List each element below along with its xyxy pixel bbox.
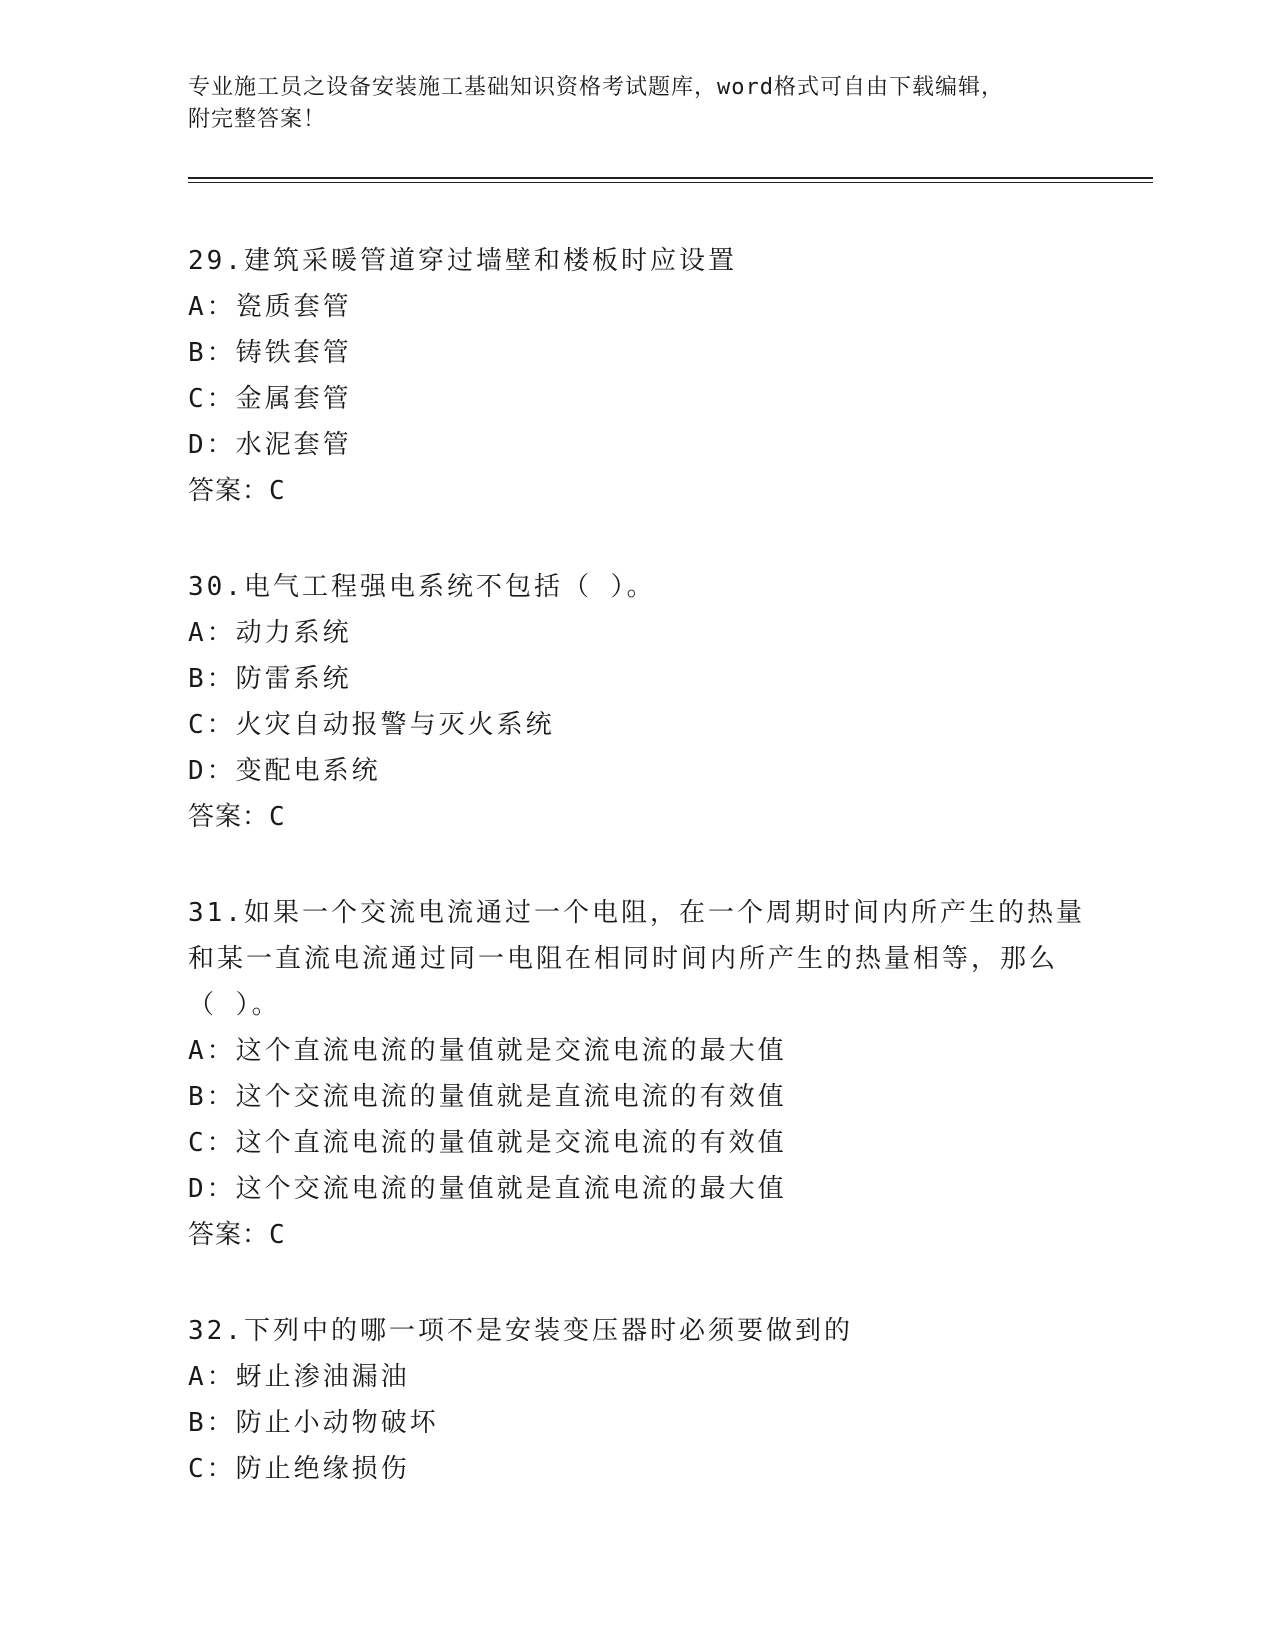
option-b: B：这个交流电流的量值就是直流电流的有效值 [188, 1082, 787, 1112]
document-header [188, 72, 1088, 136]
option-b: B：防止小动物破坏 [188, 1408, 439, 1438]
option-c: C：这个直流电流的量值就是交流电流的有效值 [188, 1128, 787, 1158]
answer-line: 答案：C [188, 1220, 286, 1250]
option-a: A：蚜止渗油漏油 [188, 1362, 410, 1392]
question-30 [188, 564, 1088, 840]
option-a: A：动力系统 [188, 618, 352, 648]
header-divider-bottom [188, 182, 1153, 183]
option-a: A：瓷质套管 [188, 292, 352, 322]
header-line-2: 附完整答案！ [188, 107, 327, 132]
question-31 [188, 890, 1088, 1258]
question-list [188, 238, 1088, 1492]
header-line-1: 专业施工员之设备安装施工基础知识资格考试题库，word格式可自由下载编辑， [188, 75, 1004, 100]
question-stem-line-1: 31.如果一个交流电流通过一个电阻，在一个周期时间内所产生的热量 [188, 898, 1085, 928]
option-d: D：这个交流电流的量值就是直流电流的最大值 [188, 1174, 787, 1204]
question-32 [188, 1308, 1088, 1492]
option-b: B：防雷系统 [188, 664, 352, 694]
question-stem-line-2: 和某一直流电流通过同一电阻在相同时间内所产生的热量相等，那么 [188, 944, 1059, 974]
option-c: C：防止绝缘损伤 [188, 1454, 410, 1484]
question-stem: 30.电气工程强电系统不包括（ ）。 [188, 572, 656, 602]
option-d: D：变配电系统 [188, 756, 381, 786]
option-c: C：火灾自动报警与灭火系统 [188, 710, 555, 740]
header-divider-top [188, 177, 1153, 179]
option-d: D：水泥套管 [188, 430, 352, 460]
option-a: A：这个直流电流的量值就是交流电流的最大值 [188, 1036, 787, 1066]
question-stem: 29.建筑采暖管道穿过墙壁和楼板时应设置 [188, 246, 737, 276]
answer-line: 答案：C [188, 802, 286, 832]
answer-line: 答案：C [188, 476, 286, 506]
option-c: C：金属套管 [188, 384, 352, 414]
question-29 [188, 238, 1088, 514]
question-stem: 32.下列中的哪一项不是安装变压器时必须要做到的 [188, 1316, 853, 1346]
question-stem-line-3: （ ）。 [188, 990, 281, 1020]
option-b: B：铸铁套管 [188, 338, 352, 368]
